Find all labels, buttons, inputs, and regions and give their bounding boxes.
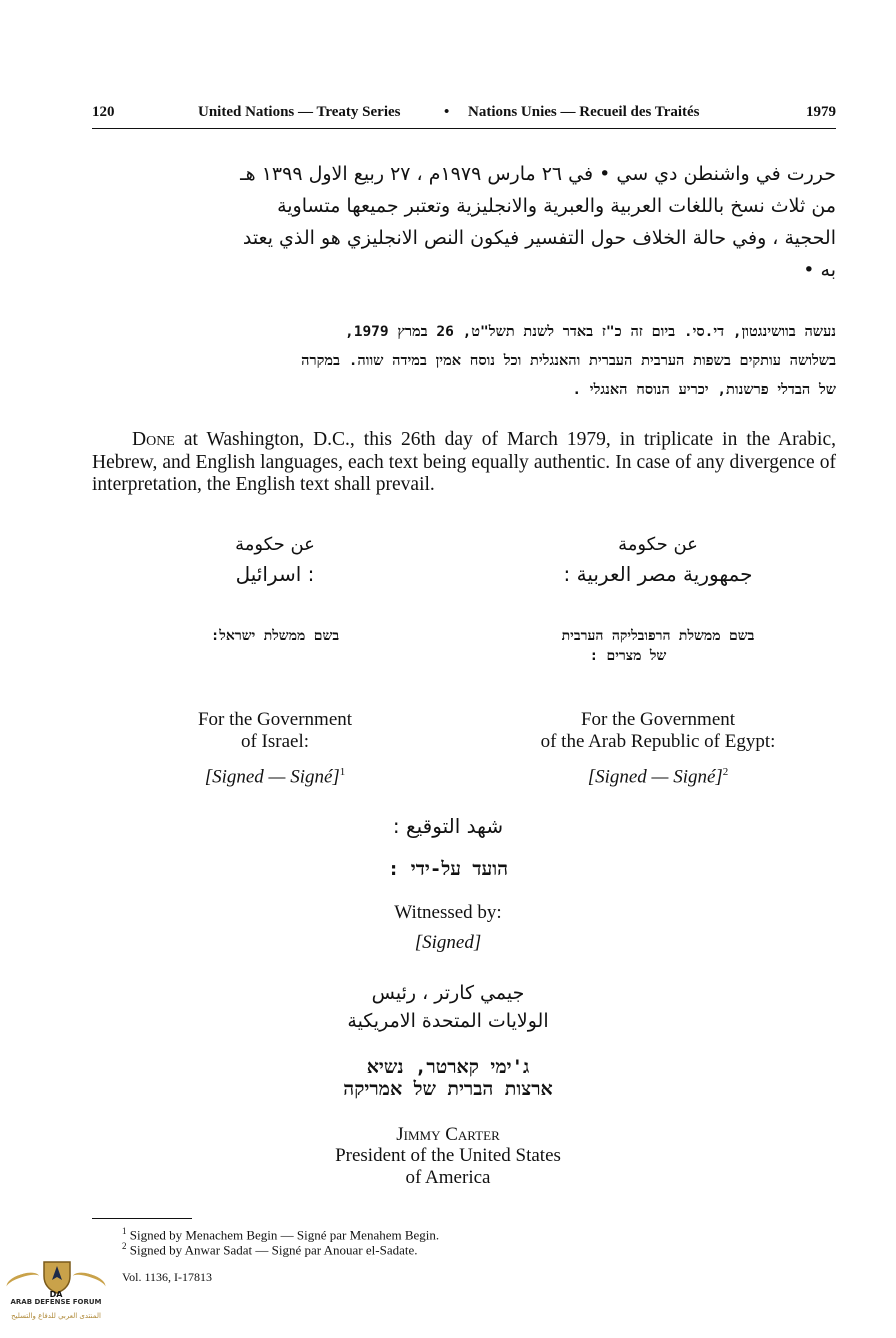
witness-hebrew-name-line2: ארצות הברית של אמריקה bbox=[343, 1078, 553, 1100]
shield-icon bbox=[42, 1260, 72, 1294]
footnote-text: Signed by Anwar Sadat — Signé par Anouar el-Sadate. bbox=[129, 1242, 418, 1258]
witness-arabic-name-line2: الولايات المتحدة الامريكية bbox=[347, 1010, 549, 1032]
footnote-2 bbox=[122, 1241, 418, 1258]
egypt-english-line1: For the Government bbox=[580, 709, 736, 730]
arabic-line: من ثلاث نسخ باللغات العربية والعبرية والانجليزية وتعتبر جميعها متساوية bbox=[277, 195, 836, 217]
egypt-footnote-ref: 2 bbox=[722, 766, 729, 778]
hebrew-paragraph bbox=[100, 318, 836, 405]
witness-title-line1: President of the United States bbox=[335, 1145, 561, 1166]
witness-arabic: شهد التوقيع : bbox=[392, 814, 504, 838]
israel-footnote-ref: 1 bbox=[339, 766, 346, 778]
english-paragraph bbox=[92, 429, 836, 497]
footnote-rule bbox=[92, 1218, 192, 1219]
hebrew-line: נעשה בוושינגטון, די.סי. ביום זה כ"ז באדר לשנת תשל"ט, 26 במרץ 1979, bbox=[344, 324, 836, 340]
watermark-name-en: ARAB DEFENSE FORUM bbox=[10, 1298, 102, 1306]
running-header bbox=[92, 104, 836, 126]
footnote-text: Signed by Menachem Begin — Signé par Menahem Begin. bbox=[129, 1227, 440, 1243]
arabic-line: حررت في واشنطن دي سي • في ٢٦ مارس ١٩٧٩م ، ٢٧ ربيع الاول ١٣٩٩ هـ bbox=[240, 163, 836, 185]
arabic-line: به • bbox=[803, 259, 836, 281]
israel-signed-text: [Signed — Signé] bbox=[204, 766, 340, 788]
hebrew-line: של הבדלי פרשנות, יכריע הנוסח האנגלי . bbox=[572, 382, 836, 398]
hebrew-line: בשלושה עותקים בשפות הערבית העברית והאנגלית וכל נוסח אמין במידה שווה. במקרה bbox=[301, 353, 836, 369]
footnote-marker: 1 bbox=[122, 1226, 127, 1236]
header-title-en: United Nations — Treaty Series bbox=[198, 104, 401, 120]
volume-reference: Vol. 1136, I-17813 bbox=[122, 1270, 212, 1284]
egypt-arabic-line1: عن حكومة bbox=[618, 534, 698, 555]
header-bullet: • bbox=[444, 104, 450, 120]
header-rule bbox=[92, 128, 836, 129]
israel-arabic-line2: : اسرائيل bbox=[235, 562, 315, 586]
watermark-logo bbox=[0, 1258, 112, 1338]
egypt-signed-text: [Signed — Signé] bbox=[587, 766, 723, 788]
watermark-initials: DA bbox=[49, 1290, 63, 1299]
egypt-english-block bbox=[480, 709, 836, 788]
header-title-fr: Nations Unies — Recueil des Traités bbox=[468, 104, 700, 120]
israel-english-line2: of Israel: bbox=[240, 731, 310, 752]
done-word: Done bbox=[132, 429, 175, 450]
egypt-hebrew-line2: של מצרים : bbox=[589, 648, 667, 664]
israel-english-line1: For the Government bbox=[197, 709, 353, 730]
israel-arabic-line1: عن حكومة bbox=[235, 534, 315, 555]
witness-hebrew-name-line1: ג'ימי קארטר, נשיא bbox=[366, 1056, 530, 1078]
header-year: 1979 bbox=[806, 104, 836, 120]
egypt-hebrew-line1: בשם ממשלת הרפובליקה הערבית bbox=[561, 628, 755, 644]
watermark-name-ar: المنتدى العربي للدفاع والتسليح bbox=[11, 1312, 101, 1320]
egypt-signed bbox=[480, 761, 836, 788]
israel-hebrew: בשם ממשלת ישראל: bbox=[210, 628, 340, 644]
witness-signed: [Signed] bbox=[414, 932, 482, 953]
arabic-paragraph bbox=[100, 158, 836, 286]
israel-english-block bbox=[150, 709, 400, 788]
witness-name: Jimmy Carter bbox=[396, 1124, 500, 1145]
witness-arabic-name-line1: جيمي كارتر ، رئيس bbox=[371, 982, 525, 1004]
egypt-arabic-line2: جمهورية مصر العربية : bbox=[563, 562, 753, 586]
israel-signature-block bbox=[150, 534, 400, 648]
english-paragraph-text: at Washington, D.C., this 26th day of March 1979, in triplicate in the Arabic, Hebrew, and English languages, each text being equally authentic. In case of any divergence of interpretation, the English text shall prevail. bbox=[92, 429, 836, 495]
footnote-marker: 2 bbox=[122, 1241, 127, 1251]
witness-hebrew: הועד על-ידי : bbox=[387, 858, 509, 880]
arabic-line: الحجية ، وفي حالة الخلاف حول التفسير فيكون النص الانجليزي هو الذي يعتد bbox=[242, 227, 836, 249]
witness-title-line2: of America bbox=[405, 1167, 491, 1188]
israel-signed bbox=[150, 761, 400, 788]
page-number: 120 bbox=[92, 104, 115, 120]
egypt-english-line2: of the Arab Republic of Egypt: bbox=[540, 731, 776, 752]
egypt-signature-block bbox=[480, 534, 836, 668]
witness-english: Witnessed by: bbox=[394, 902, 502, 923]
